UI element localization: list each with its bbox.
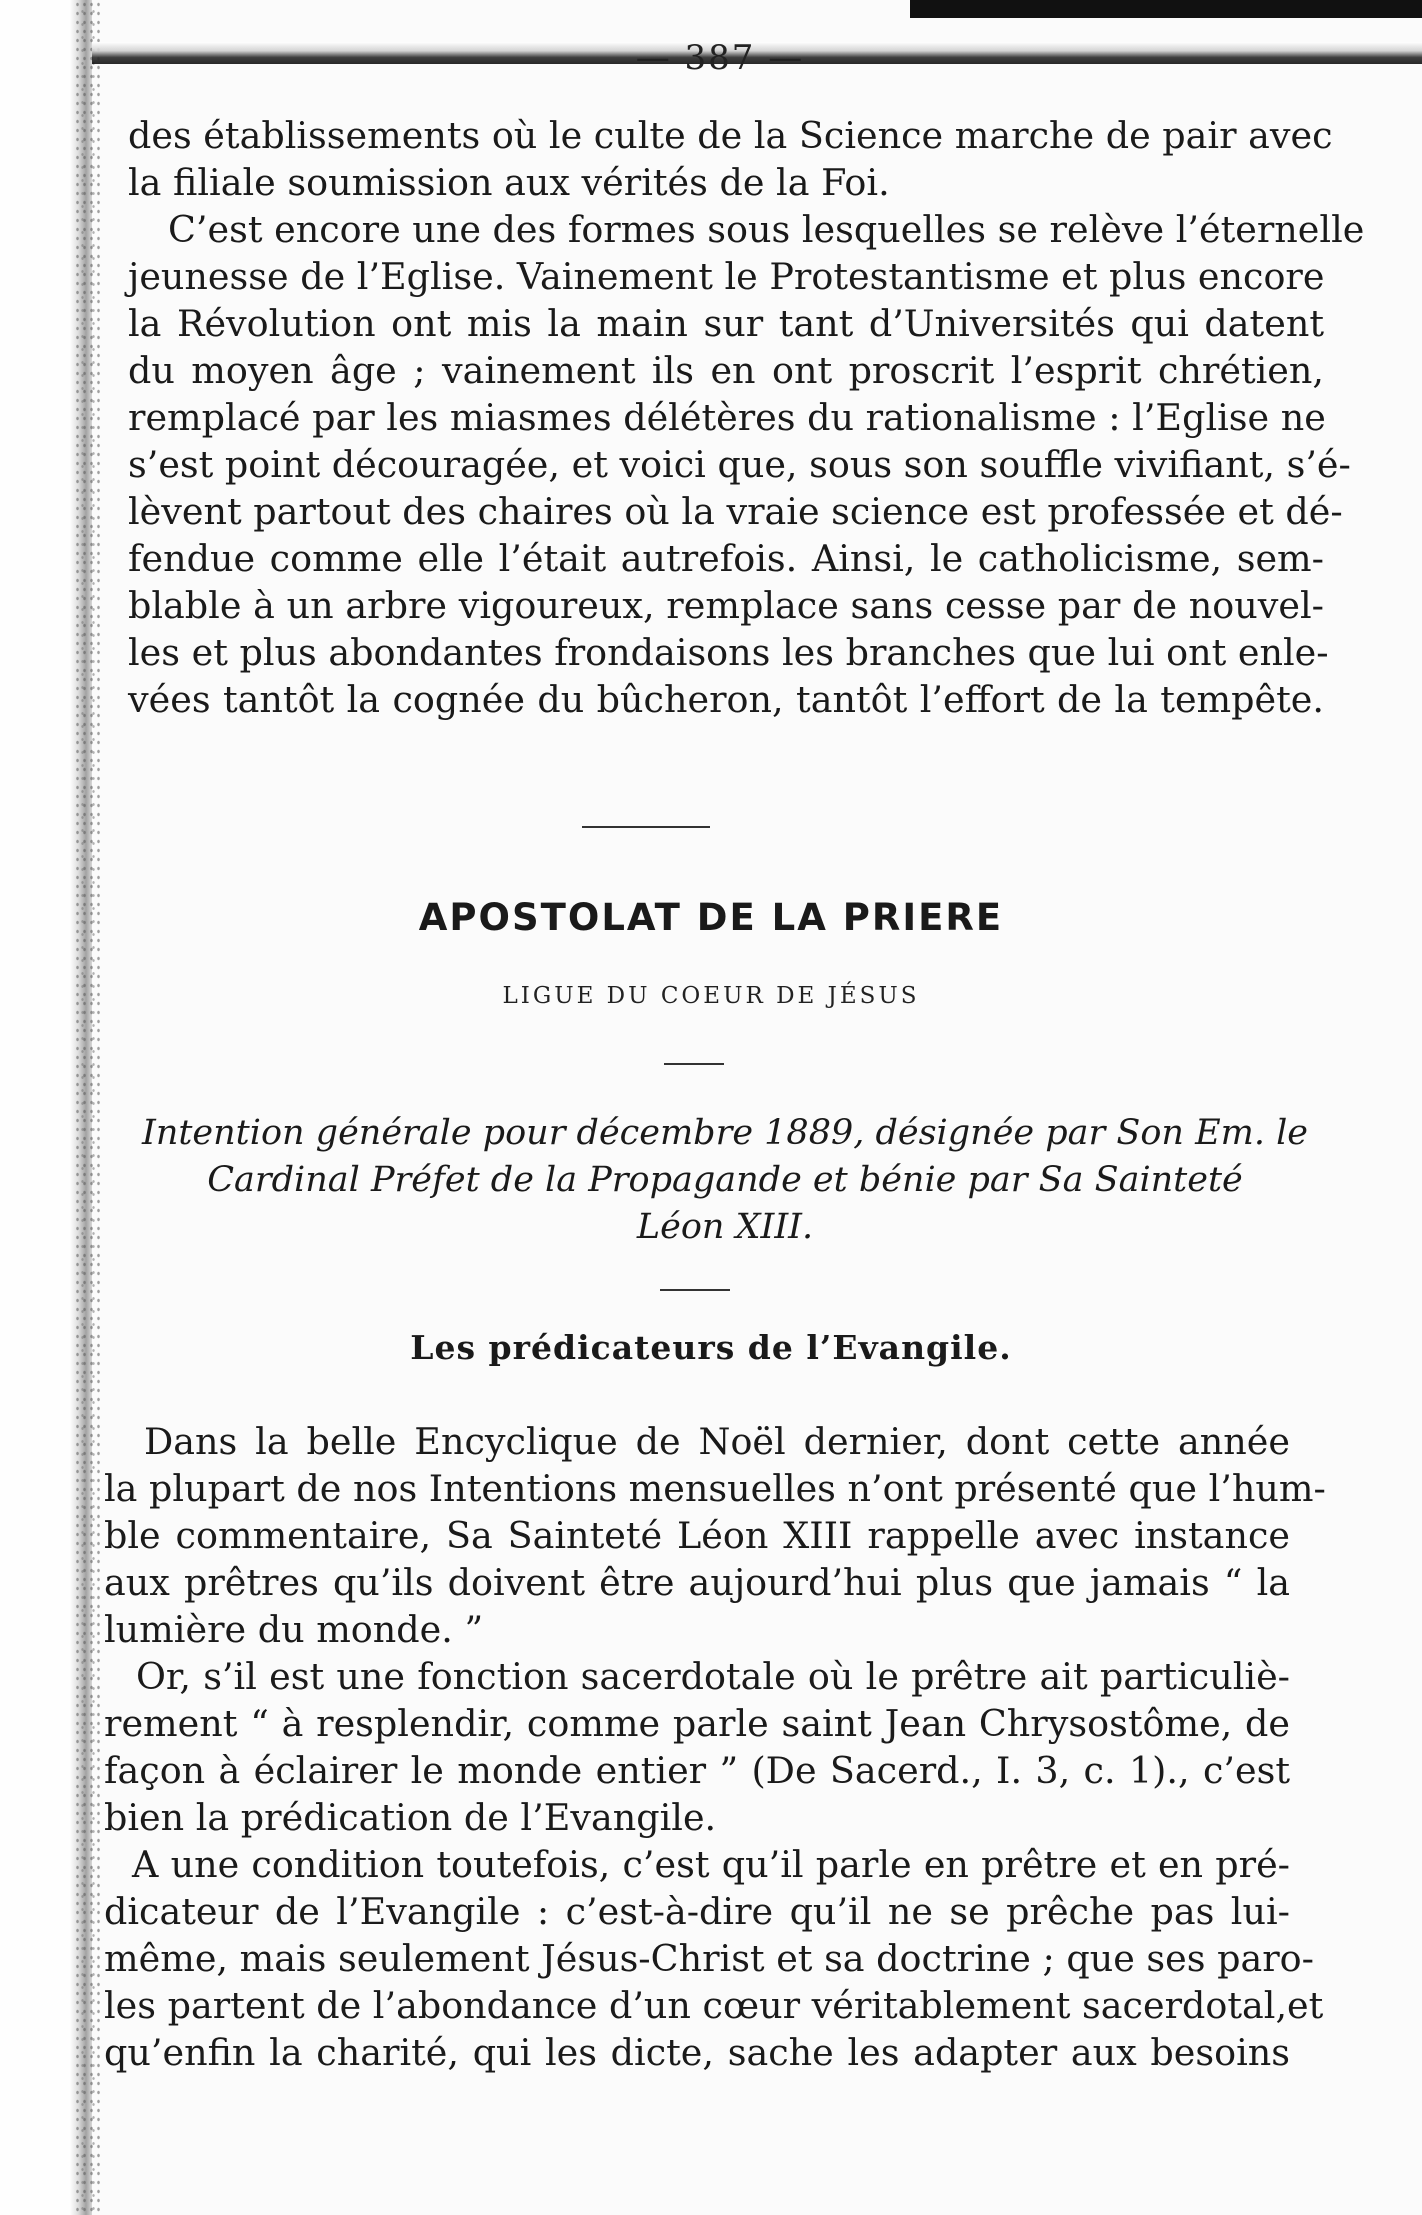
intention-line: Léon XIII.	[636, 1207, 814, 1247]
section-subheading: LIGUE DU COEUR DE JÉSUS	[502, 983, 920, 1009]
text-line: Or, s’il est une fonction sacerdotale où le prêtre ait particuliè-	[136, 1655, 1290, 1698]
text-line: vées tantôt la cognée du bûcheron, tantôt l’effort de la tempête.	[128, 678, 1324, 721]
separator-rule	[660, 1289, 730, 1291]
text-line: les et plus abondantes frondaisons les branches que lui ont enle-	[128, 631, 1329, 674]
text-line: s’est point découragée, et voici que, sous son souffle vivifiant, s’é-	[128, 443, 1351, 486]
text-line: lumière du monde. ”	[104, 1608, 484, 1651]
text-line: du moyen âge ; vainement ils en ont proscrit l’esprit chrétien,	[128, 349, 1324, 392]
intention-line: Intention générale pour décembre 1889, désignée par Son Em. le	[142, 1113, 1308, 1153]
scan-noise	[74, 0, 100, 2215]
text-line: les partent de l’abondance d’un cœur véritablement sacerdotal,et	[104, 1984, 1324, 2027]
text-line: la plupart de nos Intentions mensuelles n’ont présenté que l’hum-	[104, 1467, 1326, 1510]
text-line: lèvent partout des chaires où la vraie science est professée et dé-	[128, 490, 1343, 533]
text-line: rement “ à resplendir, comme parle saint Jean Chrysostôme, de	[104, 1702, 1290, 1745]
text-line: A une condition toutefois, c’est qu’il parle en prêtre et en pré-	[132, 1843, 1290, 1886]
section-heading: APOSTOLAT DE LA PRIERE	[418, 896, 1004, 939]
text-line: même, mais seulement Jésus-Christ et sa doctrine ; que ses paro-	[104, 1937, 1314, 1980]
text-line: qu’enfin la charité, qui les dicte, sache les adapter aux besoins	[104, 2031, 1290, 2074]
text-line: fendue comme elle l’était autrefois. Ainsi, le catholicisme, sem-	[128, 537, 1324, 580]
text-line: bien la prédication de l’Evangile.	[104, 1796, 717, 1839]
text-line: aux prêtres qu’ils doivent être aujourd’hui plus que jamais “ la	[104, 1561, 1290, 1604]
body-text	[104, 1418, 1326, 2076]
text-line: la filiale soumission aux vérités de la Foi.	[128, 161, 890, 204]
text-line: jeunesse de l’Eglise. Vainement le Protestantisme et plus encore	[128, 255, 1325, 298]
top-text	[128, 112, 1365, 723]
text-line: blable à un arbre vigoureux, remplace sans cesse par de nouvel-	[128, 584, 1324, 627]
text-line: C’est encore une des formes sous lesquelles se relève l’éternelle	[168, 208, 1365, 251]
text-line: des établissements où le culte de la Science marche de pair avec	[128, 114, 1333, 157]
article-title: Les prédicateurs de l’Evangile.	[410, 1328, 1012, 1367]
text-line: dicateur de l’Evangile : c’est-à-dire qu’il ne se prêche pas lui-	[104, 1890, 1290, 1933]
page-number: — 387 —	[635, 38, 805, 78]
scan-top-border	[910, 0, 1422, 18]
separator-rule	[664, 1063, 724, 1065]
text-line: la Révolution ont mis la main sur tant d’Universités qui datent	[128, 302, 1324, 345]
intention-line: Cardinal Préfet de la Propagande et bénie par Sa Sainteté	[207, 1160, 1243, 1200]
separator-rule	[582, 826, 710, 828]
text-line: Dans la belle Encyclique de Noël dernier, dont cette année	[144, 1420, 1290, 1463]
text-line: remplacé par les miasmes délétères du rationalisme : l’Eglise ne	[128, 396, 1326, 439]
text-line: ble commentaire, Sa Sainteté Léon XIII rappelle avec instance	[104, 1514, 1290, 1557]
text-line: façon à éclairer le monde entier ” (De Sacerd., I. 3, c. 1)., c’est	[104, 1749, 1290, 1792]
intention-note	[118, 1110, 1332, 1251]
